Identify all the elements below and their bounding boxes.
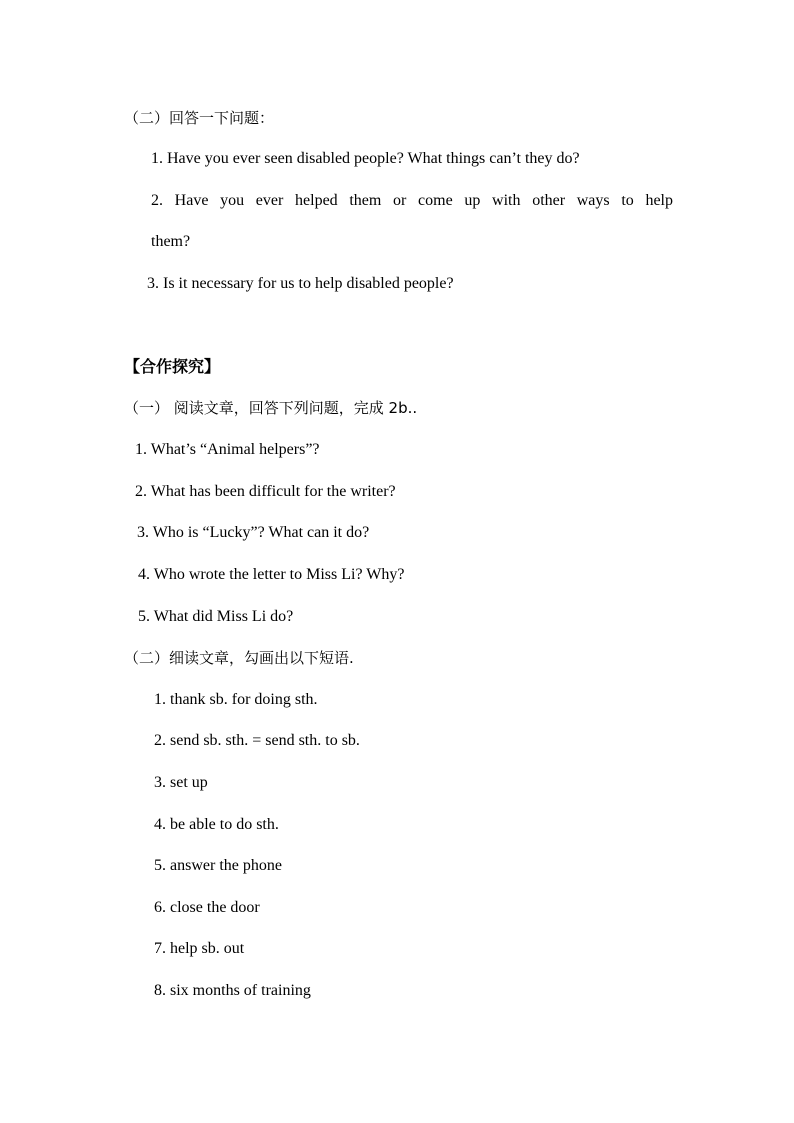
part1-question-4: 4. Who wrote the letter to Miss Li? Why? bbox=[138, 566, 405, 583]
review-question-2-line-2: them? bbox=[151, 233, 191, 250]
phrase-3: 3. set up bbox=[154, 774, 208, 791]
phrase-1: 1. thank sb. for doing sth. bbox=[154, 691, 318, 708]
part1-question-1: 1. What’s “Animal helpers”? bbox=[135, 441, 320, 458]
phrase-2: 2. send sb. sth. = send sth. to sb. bbox=[154, 732, 360, 749]
review-question-3: 3. Is it necessary for us to help disabled people? bbox=[147, 275, 454, 292]
phrase-5: 5. answer the phone bbox=[154, 857, 282, 874]
part1-heading: （一） 阅读文章，回答下列问题，完成 2b.. bbox=[124, 399, 418, 417]
phrase-8: 8. six months of training bbox=[154, 982, 311, 999]
phrase-7: 7. help sb. out bbox=[154, 940, 245, 957]
part1-question-5: 5. What did Miss Li do? bbox=[138, 608, 294, 625]
part1-question-3: 3. Who is “Lucky”? What can it do? bbox=[137, 524, 370, 541]
phrase-6: 6. close the door bbox=[154, 899, 260, 916]
part2-heading: （二）细读文章，勾画出以下短语. bbox=[124, 649, 354, 667]
review-heading: （二）回答一下问题： bbox=[124, 109, 275, 127]
review-question-2-line-1: 2. Have you ever helped them or come up with other ways to help bbox=[151, 192, 673, 209]
part1-question-2: 2. What has been difficult for the writer? bbox=[135, 483, 396, 500]
phrase-4: 4. be able to do sth. bbox=[154, 816, 279, 833]
review-question-1: 1. Have you ever seen disabled people? What things can’t they do? bbox=[151, 150, 580, 167]
cooperative-title: 【合作探究】 bbox=[124, 357, 221, 376]
